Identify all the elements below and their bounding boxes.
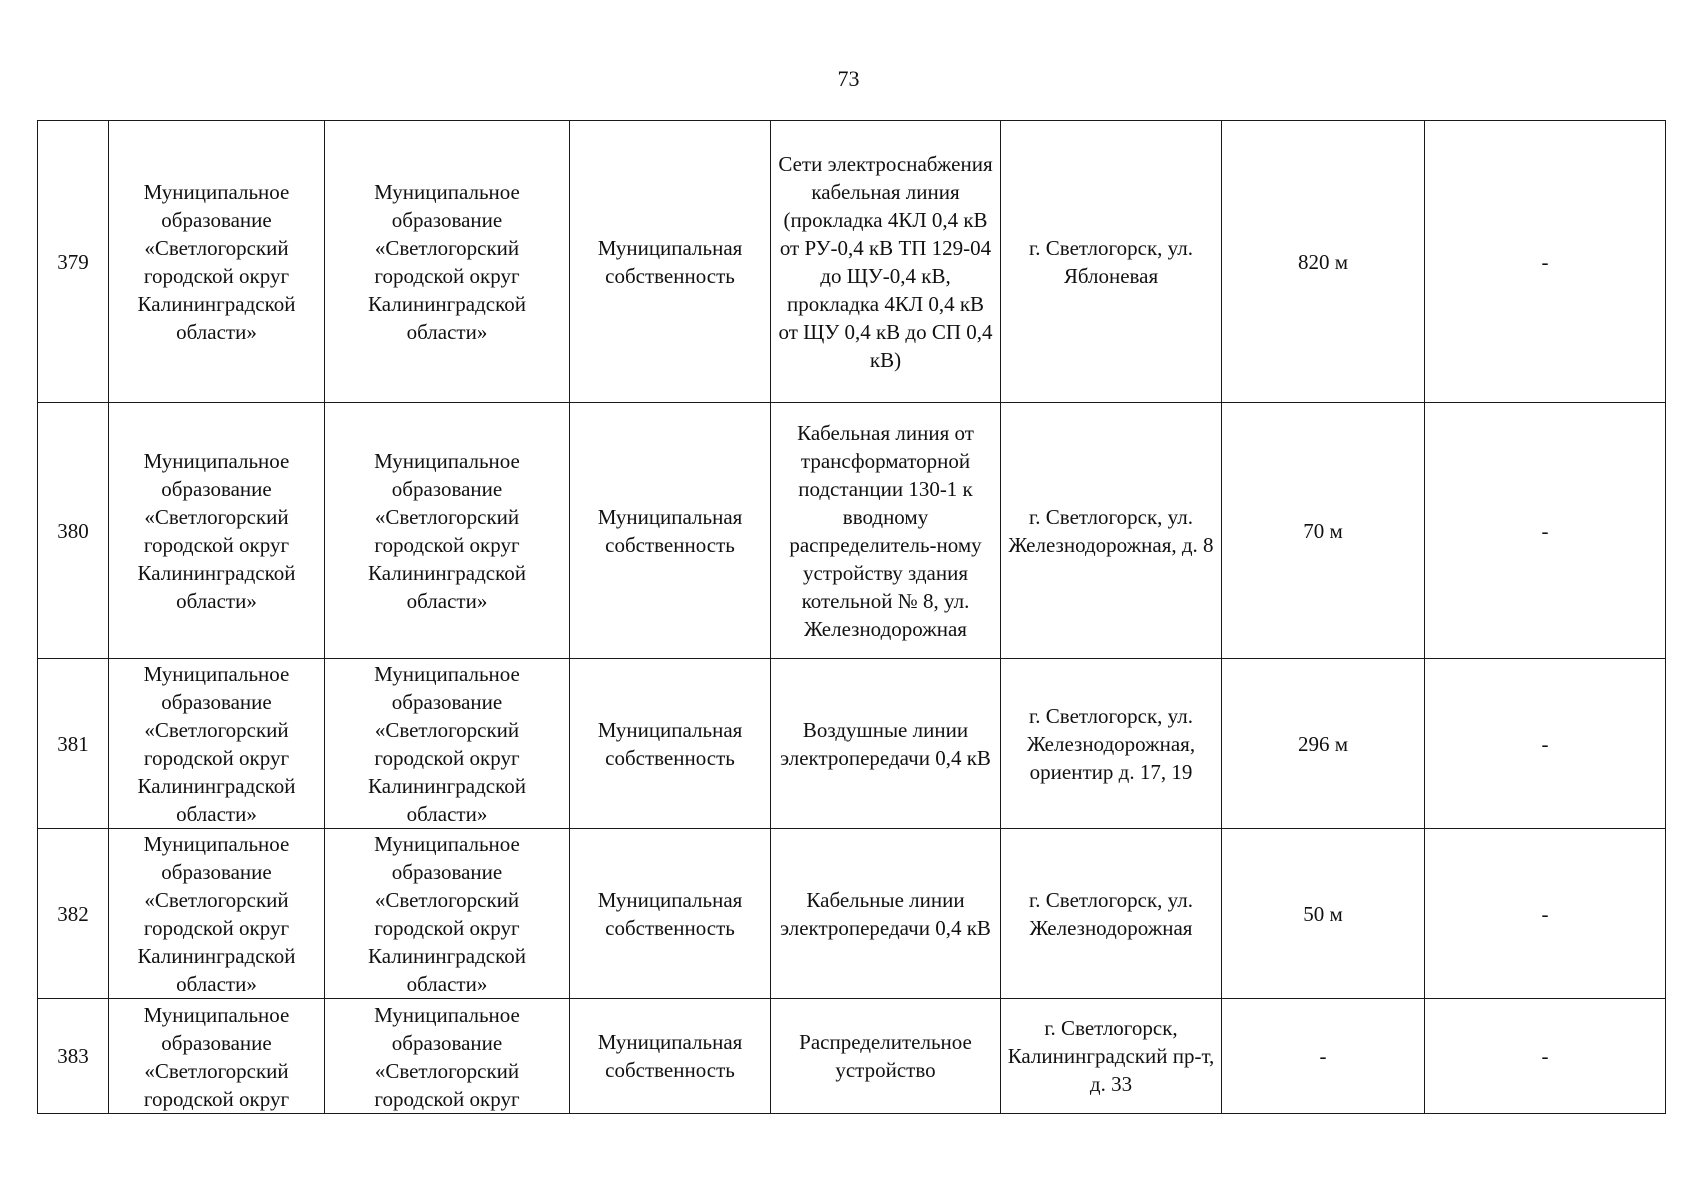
- row-number-cell: 381: [38, 659, 109, 829]
- extra-cell: -: [1425, 403, 1666, 659]
- address-cell: г. Светлогорск, ул. Железнодорожная, д. 8: [1001, 403, 1222, 659]
- length-cell: -: [1222, 999, 1425, 1114]
- row-number-cell: 383: [38, 999, 109, 1114]
- holder-cell: Муниципальное образование «Светлогорский городской округ Калининградской области»: [325, 403, 570, 659]
- ownership-cell: Муниципальная собственность: [570, 829, 771, 999]
- extra-cell: -: [1425, 121, 1666, 403]
- ownership-cell: Муниципальная собственность: [570, 999, 771, 1114]
- length-cell: 296 м: [1222, 659, 1425, 829]
- owner-cell: Муниципальное образование «Светлогорский городской округ: [109, 999, 325, 1114]
- holder-cell: Муниципальное образование «Светлогорский городской округ Калининградской области»: [325, 829, 570, 999]
- table-row: [38, 659, 1666, 829]
- owner-cell: Муниципальное образование «Светлогорский городской округ Калининградской области»: [109, 403, 325, 659]
- extra-cell: -: [1425, 999, 1666, 1114]
- address-cell: г. Светлогорск, ул. Железнодорожная, ориентир д. 17, 19: [1001, 659, 1222, 829]
- ownership-cell: Муниципальная собственность: [570, 403, 771, 659]
- row-number-cell: 380: [38, 403, 109, 659]
- address-cell: г. Светлогорск, ул. Яблоневая: [1001, 121, 1222, 403]
- row-number-cell: 379: [38, 121, 109, 403]
- owner-cell: Муниципальное образование «Светлогорский городской округ Калининградской области»: [109, 829, 325, 999]
- ownership-cell: Муниципальная собственность: [570, 659, 771, 829]
- registry-table: [37, 120, 1666, 1114]
- length-cell: 70 м: [1222, 403, 1425, 659]
- address-cell: г. Светлогорск, Калининградский пр-т, д. 33: [1001, 999, 1222, 1114]
- extra-cell: -: [1425, 659, 1666, 829]
- holder-cell: Муниципальное образование «Светлогорский городской округ Калининградской области»: [325, 121, 570, 403]
- table-row: [38, 121, 1666, 403]
- table-row: [38, 403, 1666, 659]
- table-row: [38, 829, 1666, 999]
- owner-cell: Муниципальное образование «Светлогорский городской округ Калининградской области»: [109, 659, 325, 829]
- ownership-cell: Муниципальная собственность: [570, 121, 771, 403]
- extra-cell: -: [1425, 829, 1666, 999]
- page-number: 73: [837, 66, 860, 91]
- length-cell: 50 м: [1222, 829, 1425, 999]
- object-description-cell: Кабельные линии электропередачи 0,4 кВ: [771, 829, 1001, 999]
- row-number-cell: 382: [38, 829, 109, 999]
- object-description-cell: Распределительное устройство: [771, 999, 1001, 1114]
- holder-cell: Муниципальное образование «Светлогорский городской округ: [325, 999, 570, 1114]
- object-description-cell: Воздушные линии электропередачи 0,4 кВ: [771, 659, 1001, 829]
- table-row: [38, 999, 1666, 1114]
- holder-cell: Муниципальное образование «Светлогорский городской округ Калининградской области»: [325, 659, 570, 829]
- owner-cell: Муниципальное образование «Светлогорский городской округ Калининградской области»: [109, 121, 325, 403]
- address-cell: г. Светлогорск, ул. Железнодорожная: [1001, 829, 1222, 999]
- object-description-cell: Кабельная линия от трансформаторной подстанции 130-1 к вводному распределитель-ному устройству здания котельной № 8, ул. Железнодорожная: [771, 403, 1001, 659]
- length-cell: 820 м: [1222, 121, 1425, 403]
- object-description-cell: Сети электроснабжения кабельная линия (прокладка 4КЛ 0,4 кВ от РУ-0,4 кВ ТП 129-04 до ЩУ-0,4 кВ, прокладка 4КЛ 0,4 кВ от ЩУ 0,4 кВ до СП 0,4 кВ): [771, 121, 1001, 403]
